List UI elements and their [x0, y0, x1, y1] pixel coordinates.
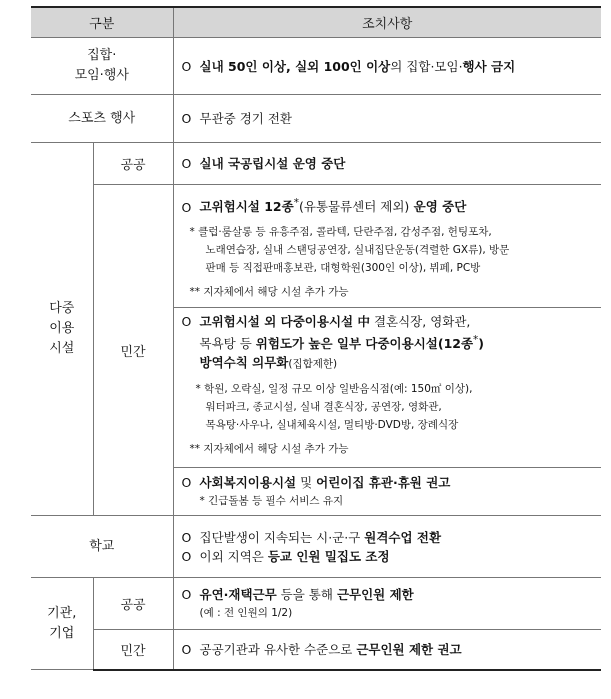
note1-l1: * 클럽·룸살롱 등 유흥주점, 콜라텍, 단란주점, 감성주점, 헌팅포차,	[189, 225, 492, 238]
high-risk-paren: (유통물류센터 제외)	[298, 199, 410, 215]
other-c: 목욕탕 등	[199, 335, 256, 351]
cat-multi-l3: 시설	[49, 341, 75, 356]
school-l2-a: 이외 지역은	[199, 548, 268, 564]
cat-multi	[31, 143, 93, 516]
bullet: O	[181, 529, 192, 545]
body-multi-welfare	[173, 468, 601, 516]
org-public-b: 등을 통해	[276, 586, 337, 602]
cat-multi-l2: 이용	[49, 321, 75, 336]
cat-sports: 스포츠 행사	[31, 95, 173, 143]
header-category: 구분	[31, 7, 173, 38]
bullet: O	[181, 111, 192, 126]
cat-multi-l1: 다중	[49, 301, 75, 316]
bullet: O	[181, 313, 192, 329]
note4: ** 지자체에서 해당 시설 추가 가능	[189, 442, 349, 455]
row-school	[31, 516, 601, 578]
note3-l3: 목욕탕·사우나, 실내체육시설, 멀티방·DVD방, 장례식장	[205, 418, 459, 431]
bullet: O	[181, 58, 192, 74]
bullet: O	[181, 586, 192, 602]
note1-l3: 판매 등 직접판매홍보관, 대형학원(300인 이상), 뷔페, PC방	[205, 261, 481, 274]
bullet: O	[181, 475, 192, 490]
body-school	[173, 516, 601, 578]
header-row	[31, 7, 601, 38]
note3-l1: * 학원, 오락실, 일정 규모 이상 일반음식점(예: 150㎡ 이상),	[195, 382, 473, 395]
body-multi-public	[173, 143, 601, 185]
other-mark: *	[473, 333, 479, 346]
high-risk-title: 고위험시설 12종	[199, 199, 294, 215]
sub-multi-public: 공공	[93, 143, 173, 185]
measures-table	[31, 6, 601, 671]
row-gathering	[31, 38, 601, 95]
cat-gathering-l1: 집합·	[87, 48, 117, 63]
gathering-text-a: 실내 50인 이상, 실외 100인 이상	[199, 58, 391, 74]
school-l2-b: 등교 인원 밀집도 조정	[267, 548, 390, 564]
gathering-text-b: 의 집합·모임·	[390, 58, 463, 74]
body-org-public	[173, 578, 601, 630]
other-a: 고위험시설 외 다중이용시설 中	[199, 313, 370, 329]
bullet: O	[181, 548, 192, 564]
welfare-c: 어린이집 휴관·휴원 권고	[316, 475, 451, 490]
org-public-a: 유연·재택근무	[199, 586, 277, 602]
body-gathering	[173, 38, 601, 95]
sports-text: 무관중 경기 전환	[199, 111, 292, 126]
welfare-a: 사회복지이용시설	[199, 475, 297, 490]
org-private-b: 근무인원 제한 권고	[356, 641, 462, 657]
org-public-l2: (예 : 전 인원의 1/2)	[199, 606, 293, 619]
row-multi-public	[31, 143, 601, 185]
school-l1-b: 원격수업 전환	[364, 529, 442, 545]
bullet: O	[181, 199, 192, 215]
multi-public-text: 실내 국공립시설 운영 중단	[199, 156, 346, 171]
cat-org	[31, 578, 93, 670]
sub-org-private: 민간	[93, 630, 173, 670]
cat-org-l2: 기업	[49, 625, 75, 641]
bullet: O	[181, 641, 192, 657]
other-f: 방역수칙 의무화	[199, 354, 289, 370]
school-l1-a: 집단발생이 지속되는 시·군·구	[199, 529, 365, 545]
cat-school: 학교	[31, 516, 173, 578]
cat-gathering-l2: 모임·행사	[74, 68, 129, 83]
body-sports	[173, 95, 601, 143]
cat-org-l1: 기관,	[47, 605, 77, 621]
other-d: 위험도가 높은 일부 다중이용시설(12종	[255, 335, 474, 351]
cat-gathering	[31, 38, 173, 95]
header-measures: 조치사항	[173, 7, 601, 38]
sub-multi-private: 민간	[93, 185, 173, 516]
other-b: 결혼식장, 영화관,	[369, 313, 471, 329]
body-multi-private	[173, 185, 601, 468]
org-public-c: 근무인원 제한	[336, 586, 414, 602]
bullet: O	[181, 156, 192, 171]
org-private-a: 공공기관과 유사한 수준으로	[199, 641, 357, 657]
note2: ** 지자체에서 해당 시설 추가 가능	[189, 285, 349, 298]
high-risk-end: 운영 중단	[409, 199, 467, 215]
row-sports	[31, 95, 601, 143]
note3-l2: 워터파크, 종교시설, 실내 결혼식장, 공연장, 영화관,	[205, 400, 442, 413]
high-risk-mark: *	[293, 197, 299, 210]
other-g: (집합제한)	[288, 357, 338, 370]
note5: * 긴급돌봄 등 필수 서비스 유지	[199, 495, 344, 507]
row-org-public	[31, 578, 601, 630]
row-multi-private	[31, 185, 601, 468]
other-e: )	[478, 335, 485, 351]
welfare-b: 및	[296, 475, 317, 490]
row-org-private	[31, 630, 601, 670]
sub-org-public: 공공	[93, 578, 173, 630]
note1-l2: 노래연습장, 실내 스탠딩공연장, 실내집단운동(격렬한 GX류), 방문	[205, 243, 510, 256]
gathering-text-c: 행사 금지	[462, 58, 516, 74]
body-org-private	[173, 630, 601, 670]
